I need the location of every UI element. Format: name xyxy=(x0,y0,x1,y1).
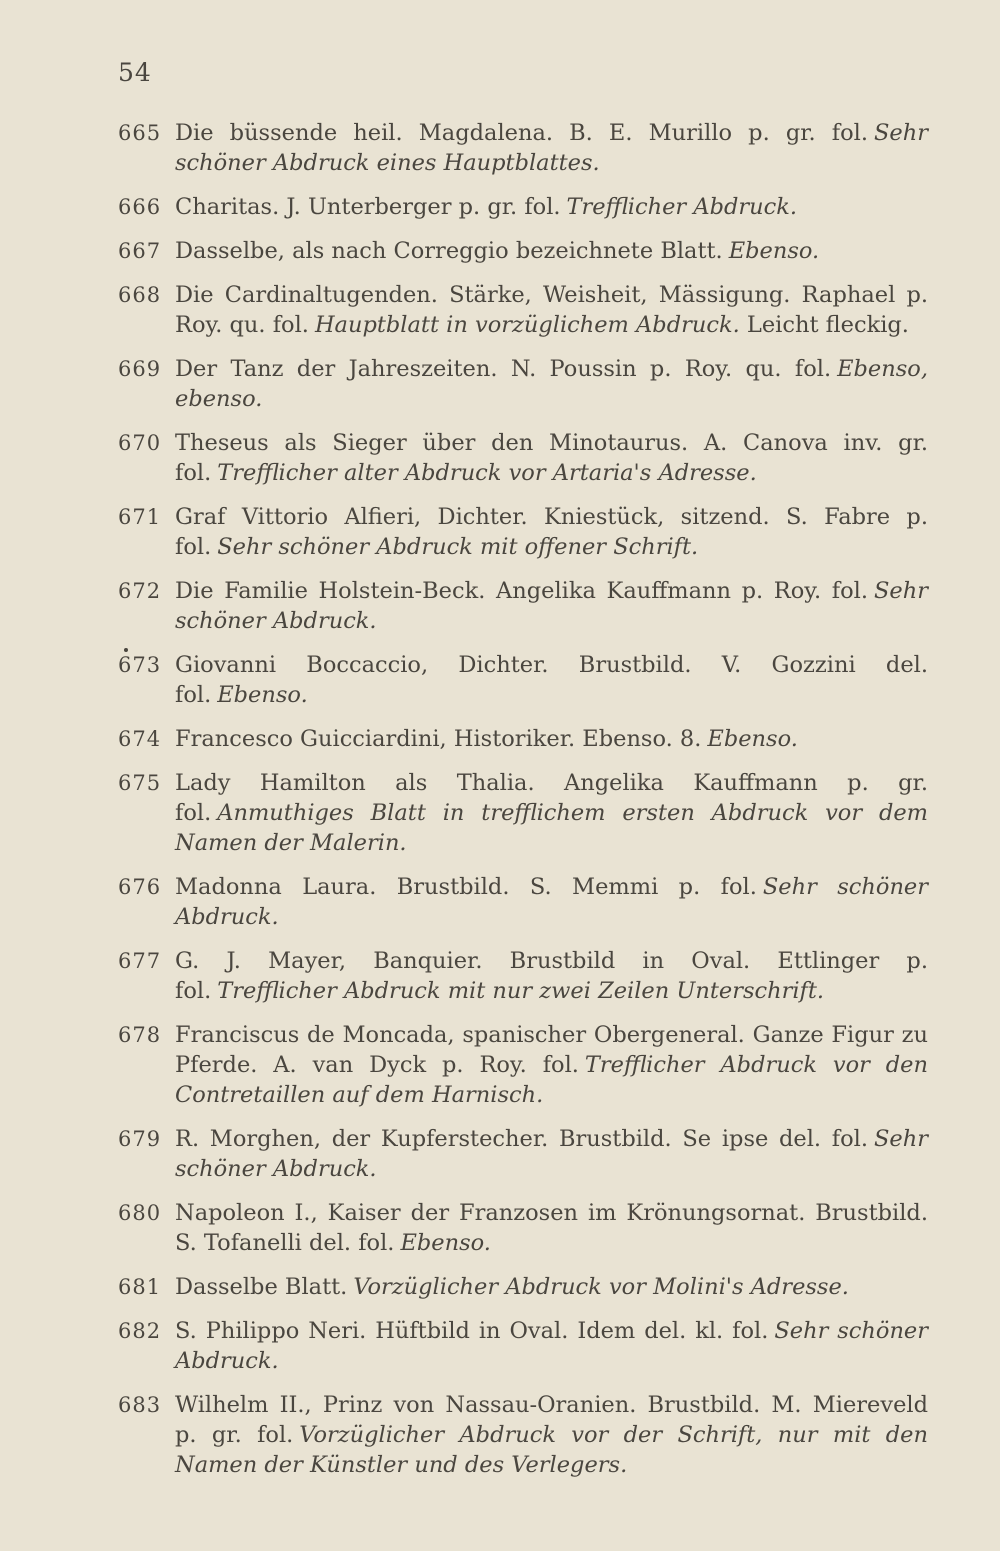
entry-condition-note: Ebenso. xyxy=(728,238,820,264)
entry-condition-note: Trefflicher Abdruck. xyxy=(566,194,798,220)
entry-text xyxy=(175,280,928,340)
entry-text xyxy=(175,192,928,222)
entry-condition-note: Ebenso. xyxy=(707,726,798,752)
catalog-entry xyxy=(118,1316,928,1376)
entry-description: R. Morghen, der Kupferstecher. Brustbild. Se ipse del. fol. xyxy=(175,1126,869,1152)
entry-description: Franciscus de Moncada, spanischer Obergeneral. Ganze Figur zu Pferde. A. van Dyck p. Roy. fol. xyxy=(175,1022,928,1078)
entry-text xyxy=(175,650,928,710)
entry-condition-note: Trefflicher alter Abdruck vor Artaria's Adresse. xyxy=(217,460,757,486)
catalog-entry xyxy=(118,502,928,562)
entry-description: Charitas. J. Unterberger p. gr. fol. xyxy=(175,194,561,220)
catalog-entry xyxy=(118,724,928,754)
entry-text xyxy=(175,872,928,932)
entry-description: Die büssende heil. Magdalena. B. E. Murillo p. gr. fol. xyxy=(175,120,869,146)
entry-condition-note: Sehr schöner Abdruck mit offener Schrift. xyxy=(217,534,699,560)
catalog-entry xyxy=(118,280,928,340)
entry-description: Die Cardinaltugenden. Stärke, Weisheit, Mässigung. Raphael p. Roy. qu. fol. xyxy=(175,282,928,338)
entry-number: 677 xyxy=(118,949,162,973)
entry-text xyxy=(175,1198,928,1258)
entry-condition-note: Sehr schöner Abdruck. xyxy=(175,874,928,930)
entry-number: 670 xyxy=(118,431,162,455)
entry-description: Francesco Guicciardini, Historiker. Ebenso. 8. xyxy=(175,726,702,752)
entry-text xyxy=(175,576,928,636)
entry-condition-note: Ebenso. xyxy=(400,1230,491,1256)
entry-description: Wilhelm II., Prinz von Nassau-Oranien. Brustbild. M. Miereveld p. gr. fol. xyxy=(175,1392,928,1448)
entry-description: Graf Vittorio Alfieri, Dichter. Kniestück, sitzend. S. Fabre p. fol. xyxy=(175,504,928,560)
page-number: 54 xyxy=(118,58,152,87)
entry-condition-note: Hauptblatt in vorzüglichem Abdruck. xyxy=(314,312,740,338)
entry-description: Theseus als Sieger über den Minotaurus. A. Canova inv. gr. fol. xyxy=(175,430,928,486)
entry-list xyxy=(118,118,928,1494)
entry-number: 667 xyxy=(118,239,162,263)
entry-condition-note: Ebenso. xyxy=(217,682,308,708)
catalog-entry xyxy=(118,1272,928,1302)
entry-description: Dasselbe Blatt. xyxy=(175,1274,348,1300)
entry-number: 666 xyxy=(118,195,162,219)
catalog-entry xyxy=(118,1390,928,1480)
entry-number: 679 xyxy=(118,1127,162,1151)
entry-condition-note: Sehr schöner Abdruck eines Hauptblattes. xyxy=(175,120,928,176)
entry-number: 682 xyxy=(118,1319,162,1343)
entry-condition-note: Vorzüglicher Abdruck vor Molini's Adresse. xyxy=(353,1274,849,1300)
entry-number: 683 xyxy=(118,1393,162,1417)
catalog-entry xyxy=(118,192,928,222)
entry-text xyxy=(175,1020,928,1110)
catalog-entry xyxy=(118,650,928,710)
entry-number: 681 xyxy=(118,1275,162,1299)
entry-description: Madonna Laura. Brustbild. S. Memmi p. fol. xyxy=(175,874,757,900)
entry-condition-note: Sehr schöner Abdruck. xyxy=(175,1126,928,1182)
entry-number: 676 xyxy=(118,875,162,899)
catalog-entry xyxy=(118,118,928,178)
entry-condition-note: Trefflicher Abdruck vor den Contretaillen auf dem Harnisch. xyxy=(175,1052,928,1108)
entry-text xyxy=(175,236,928,266)
entry-text xyxy=(175,724,928,754)
entry-extra-note: Leicht fleckig. xyxy=(746,312,909,338)
entry-text xyxy=(175,428,928,488)
entry-condition-note: Sehr schöner Abdruck. xyxy=(175,578,928,634)
entry-number: 671 xyxy=(118,505,162,529)
catalog-entry xyxy=(118,354,928,414)
entry-number: 672 xyxy=(118,579,162,603)
catalog-entry xyxy=(118,946,928,1006)
catalog-entry xyxy=(118,872,928,932)
catalog-entry xyxy=(118,1198,928,1258)
entry-description: S. Philippo Neri. Hüftbild in Oval. Idem del. kl. fol. xyxy=(175,1318,769,1344)
entry-condition-note: Sehr schöner Abdruck. xyxy=(175,1318,928,1374)
entry-text xyxy=(175,502,928,562)
entry-text xyxy=(175,768,928,858)
entry-text xyxy=(175,1390,928,1480)
entry-number: 674 xyxy=(118,727,162,751)
catalog-entry xyxy=(118,1124,928,1184)
entry-number: 669 xyxy=(118,357,162,381)
entry-text xyxy=(175,1124,928,1184)
entry-number: 665 xyxy=(118,121,162,145)
entry-text xyxy=(175,118,928,178)
catalog-entry xyxy=(118,768,928,858)
entry-number: 678 xyxy=(118,1023,162,1047)
entry-description: G. J. Mayer, Banquier. Brustbild in Oval. Ettlinger p. fol. xyxy=(175,948,928,1004)
entry-text xyxy=(175,946,928,1006)
entry-number: 675 xyxy=(118,771,162,795)
entry-text xyxy=(175,354,928,414)
catalog-entry xyxy=(118,1020,928,1110)
entry-condition-note: Anmuthiges Blatt in trefflichem ersten Abdruck vor dem Namen der Malerin. xyxy=(175,800,928,856)
entry-description: Dasselbe, als nach Correggio bezeichnete Blatt. xyxy=(175,238,723,264)
entry-condition-note: Trefflicher Abdruck mit nur zwei Zeilen Unterschrift. xyxy=(217,978,825,1004)
entry-number: 673 xyxy=(118,653,162,677)
entry-number: 668 xyxy=(118,283,162,307)
entry-text xyxy=(175,1272,928,1302)
entry-condition-note: Ebenso, ebenso. xyxy=(175,356,928,412)
entry-description: Lady Hamilton als Thalia. Angelika Kauffmann p. gr. fol. xyxy=(175,770,928,826)
entry-description: Die Familie Holstein-Beck. Angelika Kauffmann p. Roy. fol. xyxy=(175,578,869,604)
entry-condition-note: Vorzüglicher Abdruck vor der Schrift, nur mit den Namen der Künstler und des Verlegers. xyxy=(175,1422,928,1478)
catalog-entry xyxy=(118,428,928,488)
entry-description: Der Tanz der Jahreszeiten. N. Poussin p. Roy. qu. fol. xyxy=(175,356,832,382)
catalog-entry xyxy=(118,576,928,636)
entry-description: Giovanni Boccaccio, Dichter. Brustbild. V. Gozzini del. fol. xyxy=(175,652,928,708)
entry-description: Napoleon I., Kaiser der Franzosen im Krönungsornat. Brustbild. S. Tofanelli del. fol. xyxy=(175,1200,928,1256)
entry-text xyxy=(175,1316,928,1376)
catalog-entry xyxy=(118,236,928,266)
entry-number: 680 xyxy=(118,1201,162,1225)
